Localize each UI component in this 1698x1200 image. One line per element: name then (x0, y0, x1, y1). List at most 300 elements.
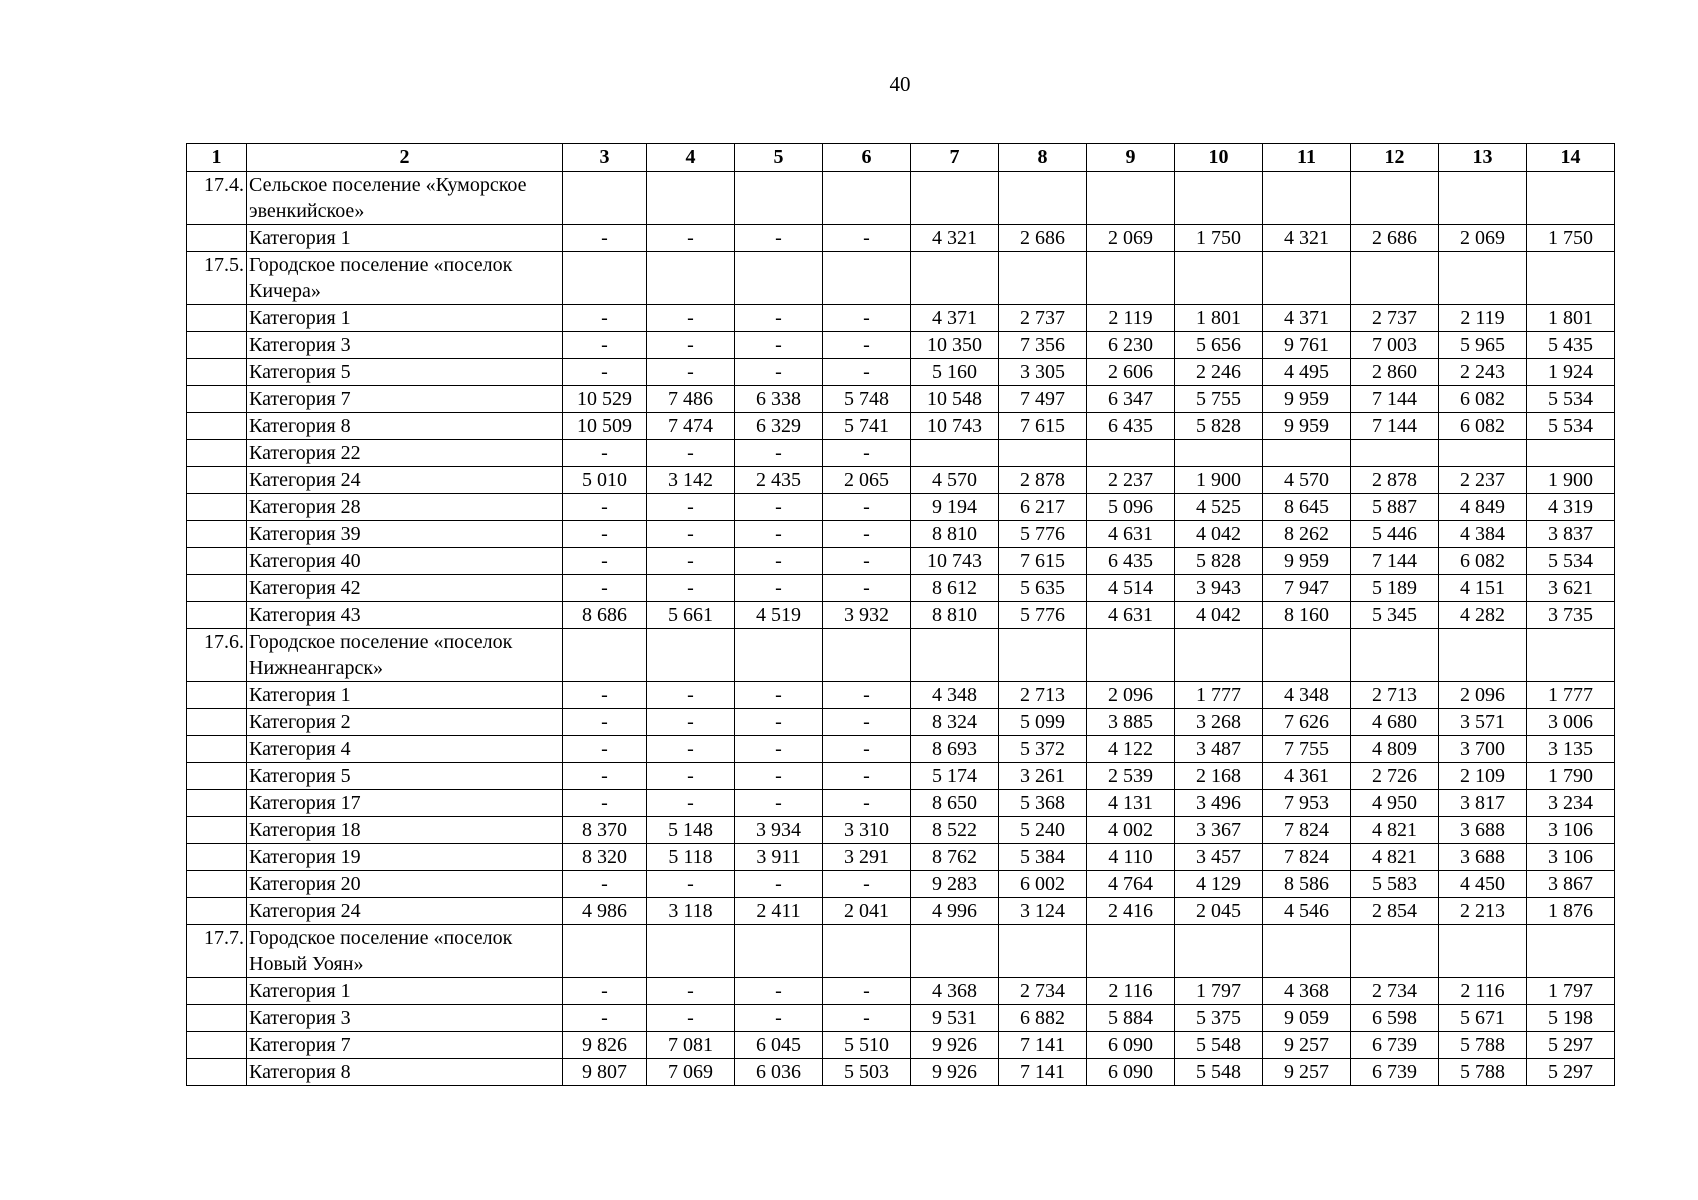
value-cell: 2 119 (1439, 305, 1527, 332)
value-cell: 9 257 (1263, 1059, 1351, 1086)
value-cell: 3 867 (1527, 871, 1615, 898)
table-row (187, 1005, 1615, 1032)
column-header: 7 (911, 144, 999, 172)
value-cell: 9 959 (1263, 386, 1351, 413)
value-cell (735, 252, 823, 305)
value-cell: 9 926 (911, 1032, 999, 1059)
column-header: 5 (735, 144, 823, 172)
category-name: Категория 5 (247, 763, 563, 790)
value-cell (1263, 629, 1351, 682)
value-cell: 4 319 (1527, 494, 1615, 521)
category-name: Категория 8 (247, 1059, 563, 1086)
table-row (187, 709, 1615, 736)
column-header: 1 (187, 144, 247, 172)
value-cell: 3 142 (647, 467, 735, 494)
section-number (187, 1032, 247, 1059)
value-cell: 9 926 (911, 1059, 999, 1086)
value-cell: 5 375 (1175, 1005, 1263, 1032)
value-cell: 9 959 (1263, 413, 1351, 440)
value-cell: 2 713 (999, 682, 1087, 709)
section-number (187, 709, 247, 736)
value-cell: 10 743 (911, 413, 999, 440)
value-cell: 7 081 (647, 1032, 735, 1059)
value-cell: 3 735 (1527, 602, 1615, 629)
value-cell: 1 750 (1527, 225, 1615, 252)
value-cell: 4 042 (1175, 602, 1263, 629)
column-header: 11 (1263, 144, 1351, 172)
value-cell: - (647, 440, 735, 467)
value-cell: - (647, 871, 735, 898)
category-name: Категория 39 (247, 521, 563, 548)
column-header: 10 (1175, 144, 1263, 172)
table-row (187, 898, 1615, 925)
section-number (187, 898, 247, 925)
value-cell: 4 821 (1351, 844, 1439, 871)
value-cell: 5 965 (1439, 332, 1527, 359)
value-cell: 7 486 (647, 386, 735, 413)
value-cell: 9 959 (1263, 548, 1351, 575)
table-row (187, 467, 1615, 494)
value-cell (823, 925, 911, 978)
value-cell: 5 099 (999, 709, 1087, 736)
value-cell (999, 629, 1087, 682)
value-cell: 9 531 (911, 1005, 999, 1032)
value-cell: 9 826 (563, 1032, 647, 1059)
value-cell (1439, 629, 1527, 682)
category-name: Категория 2 (247, 709, 563, 736)
value-cell: 7 497 (999, 386, 1087, 413)
value-cell: 6 435 (1087, 548, 1175, 575)
value-cell (1175, 252, 1263, 305)
table-row (187, 817, 1615, 844)
value-cell: - (563, 682, 647, 709)
value-cell (563, 629, 647, 682)
value-cell: 2 041 (823, 898, 911, 925)
value-cell: - (563, 305, 647, 332)
value-cell: - (735, 790, 823, 817)
value-cell: 5 510 (823, 1032, 911, 1059)
value-cell: 1 777 (1175, 682, 1263, 709)
category-name: Категория 42 (247, 575, 563, 602)
value-cell: 5 548 (1175, 1032, 1263, 1059)
value-cell (911, 925, 999, 978)
table-row (187, 521, 1615, 548)
value-cell: - (735, 305, 823, 332)
value-cell (1439, 172, 1527, 225)
value-cell: 7 003 (1351, 332, 1439, 359)
value-cell (1087, 172, 1175, 225)
value-cell: - (823, 682, 911, 709)
value-cell: - (735, 709, 823, 736)
value-cell: 6 217 (999, 494, 1087, 521)
value-cell: 5 548 (1175, 1059, 1263, 1086)
value-cell: - (735, 763, 823, 790)
value-cell (1351, 629, 1439, 682)
column-header: 6 (823, 144, 911, 172)
value-cell (911, 440, 999, 467)
value-cell (1175, 172, 1263, 225)
value-cell: - (823, 978, 911, 1005)
value-cell: 5 884 (1087, 1005, 1175, 1032)
value-cell: - (735, 332, 823, 359)
value-cell: - (563, 521, 647, 548)
value-cell: 7 144 (1351, 413, 1439, 440)
value-cell (647, 925, 735, 978)
value-cell: 3 487 (1175, 736, 1263, 763)
value-cell: 6 090 (1087, 1032, 1175, 1059)
value-cell: 4 110 (1087, 844, 1175, 871)
value-cell: 4 519 (735, 602, 823, 629)
value-cell: 10 529 (563, 386, 647, 413)
value-cell: 2 243 (1439, 359, 1527, 386)
value-cell: 5 661 (647, 602, 735, 629)
value-cell: 3 268 (1175, 709, 1263, 736)
value-cell (911, 629, 999, 682)
category-name: Категория 1 (247, 978, 563, 1005)
value-cell: - (735, 1005, 823, 1032)
value-cell (1175, 925, 1263, 978)
value-cell (647, 252, 735, 305)
table-row (187, 332, 1615, 359)
section-number (187, 871, 247, 898)
value-cell (1263, 172, 1351, 225)
value-cell: 4 986 (563, 898, 647, 925)
value-cell: 3 688 (1439, 817, 1527, 844)
column-header: 12 (1351, 144, 1439, 172)
value-cell: 4 495 (1263, 359, 1351, 386)
value-cell: - (647, 709, 735, 736)
category-name: Категория 22 (247, 440, 563, 467)
value-cell: 4 321 (911, 225, 999, 252)
table-row (187, 440, 1615, 467)
value-cell: 4 348 (1263, 682, 1351, 709)
section-number (187, 467, 247, 494)
value-cell: 2 606 (1087, 359, 1175, 386)
value-cell: 6 090 (1087, 1059, 1175, 1086)
value-cell: 6 082 (1439, 386, 1527, 413)
value-cell: 5 534 (1527, 413, 1615, 440)
value-cell: 3 234 (1527, 790, 1615, 817)
column-header: 4 (647, 144, 735, 172)
value-cell: 3 700 (1439, 736, 1527, 763)
table-body (187, 172, 1615, 1086)
category-name: Категория 3 (247, 1005, 563, 1032)
value-cell: 4 384 (1439, 521, 1527, 548)
value-cell: 5 118 (647, 844, 735, 871)
value-cell (1087, 440, 1175, 467)
section-row (187, 252, 1615, 305)
table-row (187, 413, 1615, 440)
value-cell: 2 168 (1175, 763, 1263, 790)
category-name: Категория 1 (247, 682, 563, 709)
value-cell (1439, 925, 1527, 978)
section-number (187, 575, 247, 602)
category-name: Категория 24 (247, 898, 563, 925)
value-cell: 5 240 (999, 817, 1087, 844)
value-cell (735, 172, 823, 225)
value-cell: 3 885 (1087, 709, 1175, 736)
section-number (187, 225, 247, 252)
value-cell: 1 790 (1527, 763, 1615, 790)
value-cell (1087, 252, 1175, 305)
value-cell (563, 925, 647, 978)
value-cell: - (563, 1005, 647, 1032)
value-cell (1527, 629, 1615, 682)
value-cell: 1 801 (1175, 305, 1263, 332)
section-row (187, 925, 1615, 978)
value-cell: 5 534 (1527, 548, 1615, 575)
value-cell: - (735, 575, 823, 602)
value-cell: 5 198 (1527, 1005, 1615, 1032)
value-cell: - (647, 305, 735, 332)
value-cell: 6 739 (1351, 1059, 1439, 1086)
value-cell: - (735, 359, 823, 386)
value-cell: 7 953 (1263, 790, 1351, 817)
value-cell: 2 213 (1439, 898, 1527, 925)
value-cell: - (735, 440, 823, 467)
value-cell (1351, 252, 1439, 305)
value-cell: 3 135 (1527, 736, 1615, 763)
value-cell (647, 172, 735, 225)
value-cell: 5 635 (999, 575, 1087, 602)
value-cell: 5 776 (999, 521, 1087, 548)
column-header: 2 (247, 144, 563, 172)
value-cell: 4 122 (1087, 736, 1175, 763)
value-cell: 2 878 (999, 467, 1087, 494)
value-cell: 2 713 (1351, 682, 1439, 709)
value-cell: 2 686 (999, 225, 1087, 252)
value-cell: 8 586 (1263, 871, 1351, 898)
value-cell: 2 539 (1087, 763, 1175, 790)
section-row (187, 172, 1615, 225)
value-cell: 4 849 (1439, 494, 1527, 521)
table-row (187, 575, 1615, 602)
value-cell: 6 329 (735, 413, 823, 440)
section-number (187, 359, 247, 386)
value-cell: 6 347 (1087, 386, 1175, 413)
value-cell: 8 686 (563, 602, 647, 629)
section-number (187, 682, 247, 709)
value-cell: - (563, 978, 647, 1005)
value-cell: 3 367 (1175, 817, 1263, 844)
value-cell: 7 356 (999, 332, 1087, 359)
category-name: Категория 19 (247, 844, 563, 871)
value-cell: 4 950 (1351, 790, 1439, 817)
value-cell: 1 900 (1175, 467, 1263, 494)
category-name: Категория 43 (247, 602, 563, 629)
value-cell: - (563, 871, 647, 898)
value-cell: 2 734 (1351, 978, 1439, 1005)
value-cell: 4 368 (911, 978, 999, 1005)
value-cell: - (823, 575, 911, 602)
value-cell: - (563, 359, 647, 386)
value-cell: 2 737 (1351, 305, 1439, 332)
value-cell (1263, 440, 1351, 467)
value-cell (1087, 925, 1175, 978)
section-number (187, 844, 247, 871)
value-cell: 4 131 (1087, 790, 1175, 817)
value-cell: 3 932 (823, 602, 911, 629)
value-cell: 3 118 (647, 898, 735, 925)
value-cell: - (735, 978, 823, 1005)
table-row (187, 1032, 1615, 1059)
value-cell: 2 435 (735, 467, 823, 494)
value-cell: 4 821 (1351, 817, 1439, 844)
value-cell: 3 261 (999, 763, 1087, 790)
value-cell: 4 368 (1263, 978, 1351, 1005)
value-cell: 4 680 (1351, 709, 1439, 736)
value-cell: 6 036 (735, 1059, 823, 1086)
page-number: 40 (889, 72, 911, 96)
table-row (187, 305, 1615, 332)
value-cell (647, 629, 735, 682)
value-cell (1527, 172, 1615, 225)
column-header: 13 (1439, 144, 1527, 172)
category-name: Категория 5 (247, 359, 563, 386)
value-cell: 7 824 (1263, 817, 1351, 844)
value-cell: 2 246 (1175, 359, 1263, 386)
value-cell: 7 755 (1263, 736, 1351, 763)
value-cell: 8 160 (1263, 602, 1351, 629)
value-cell: 2 686 (1351, 225, 1439, 252)
value-cell (1263, 252, 1351, 305)
section-row (187, 629, 1615, 682)
category-name: Категория 7 (247, 386, 563, 413)
value-cell: - (647, 225, 735, 252)
value-cell: 5 583 (1351, 871, 1439, 898)
value-cell: 2 860 (1351, 359, 1439, 386)
value-cell: 4 514 (1087, 575, 1175, 602)
category-name: Категория 7 (247, 1032, 563, 1059)
value-cell: 4 348 (911, 682, 999, 709)
value-cell: 3 571 (1439, 709, 1527, 736)
value-cell (823, 629, 911, 682)
value-cell: 4 042 (1175, 521, 1263, 548)
value-cell: 5 741 (823, 413, 911, 440)
value-cell: 9 807 (563, 1059, 647, 1086)
value-cell: 2 237 (1439, 467, 1527, 494)
value-cell: - (823, 736, 911, 763)
table-row (187, 871, 1615, 898)
value-cell: 5 788 (1439, 1059, 1527, 1086)
value-cell: 7 824 (1263, 844, 1351, 871)
value-cell: 10 743 (911, 548, 999, 575)
value-cell: - (823, 494, 911, 521)
tariff-table (186, 143, 1615, 1086)
category-name: Категория 20 (247, 871, 563, 898)
value-cell: 5 828 (1175, 413, 1263, 440)
value-cell: 6 230 (1087, 332, 1175, 359)
value-cell: 5 828 (1175, 548, 1263, 575)
value-cell: - (823, 763, 911, 790)
value-cell: 2 737 (999, 305, 1087, 332)
value-cell: 7 474 (647, 413, 735, 440)
value-cell (1351, 440, 1439, 467)
value-cell: 5 887 (1351, 494, 1439, 521)
value-cell: - (647, 1005, 735, 1032)
value-cell (1527, 925, 1615, 978)
value-cell: 4 371 (1263, 305, 1351, 332)
value-cell: 4 764 (1087, 871, 1175, 898)
value-cell: 2 119 (1087, 305, 1175, 332)
section-number (187, 817, 247, 844)
section-number: 17.6. (187, 629, 247, 682)
section-number (187, 1059, 247, 1086)
value-cell: 8 810 (911, 521, 999, 548)
value-cell: 2 045 (1175, 898, 1263, 925)
section-number (187, 440, 247, 467)
section-number (187, 736, 247, 763)
value-cell: 8 324 (911, 709, 999, 736)
table-row (187, 494, 1615, 521)
section-number (187, 548, 247, 575)
value-cell: - (563, 548, 647, 575)
value-cell: 5 435 (1527, 332, 1615, 359)
value-cell (1175, 629, 1263, 682)
value-cell: 10 548 (911, 386, 999, 413)
value-cell (911, 172, 999, 225)
value-cell: 7 615 (999, 413, 1087, 440)
value-cell: 9 283 (911, 871, 999, 898)
value-cell: - (647, 332, 735, 359)
section-number (187, 521, 247, 548)
value-cell: 10 509 (563, 413, 647, 440)
value-cell: 5 656 (1175, 332, 1263, 359)
value-cell (823, 172, 911, 225)
value-cell: 4 151 (1439, 575, 1527, 602)
section-number: 17.4. (187, 172, 247, 225)
header-row (187, 144, 1615, 172)
value-cell: 3 305 (999, 359, 1087, 386)
value-cell: 1 801 (1527, 305, 1615, 332)
value-cell: 2 411 (735, 898, 823, 925)
value-cell: 1 924 (1527, 359, 1615, 386)
value-cell: 5 010 (563, 467, 647, 494)
table-row (187, 763, 1615, 790)
value-cell: 6 739 (1351, 1032, 1439, 1059)
settlement-name: Городское поселение «поселок Нижнеангарск» (247, 629, 563, 682)
value-cell: 5 368 (999, 790, 1087, 817)
section-number: 17.7. (187, 925, 247, 978)
value-cell: - (647, 978, 735, 1005)
value-cell: 9 761 (1263, 332, 1351, 359)
value-cell: - (563, 332, 647, 359)
value-cell: 8 762 (911, 844, 999, 871)
value-cell: - (647, 682, 735, 709)
value-cell: - (563, 709, 647, 736)
value-cell: 5 748 (823, 386, 911, 413)
value-cell: - (563, 736, 647, 763)
value-cell: 5 189 (1351, 575, 1439, 602)
column-header: 3 (563, 144, 647, 172)
value-cell: - (735, 521, 823, 548)
value-cell: 5 788 (1439, 1032, 1527, 1059)
value-cell: 6 882 (999, 1005, 1087, 1032)
value-cell: 4 282 (1439, 602, 1527, 629)
section-number (187, 332, 247, 359)
section-number (187, 386, 247, 413)
value-cell: 2 109 (1439, 763, 1527, 790)
value-cell: 1 900 (1527, 467, 1615, 494)
value-cell (563, 252, 647, 305)
value-cell: - (647, 359, 735, 386)
value-cell (1527, 252, 1615, 305)
value-cell: 5 372 (999, 736, 1087, 763)
value-cell: - (823, 871, 911, 898)
value-cell: 8 612 (911, 575, 999, 602)
value-cell: 9 194 (911, 494, 999, 521)
table-row (187, 602, 1615, 629)
